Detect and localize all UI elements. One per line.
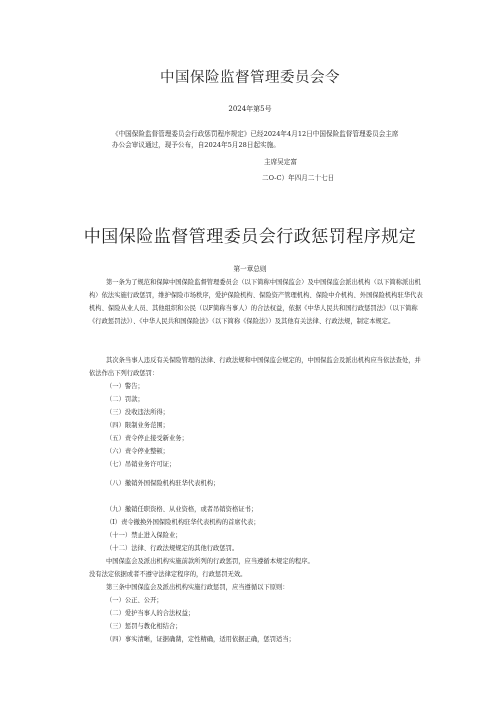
penalty-item: （一）警告； — [106, 383, 144, 390]
article-3: 第三条中国保监会及派出机构实施行政惩罚，应当遵循以下原则： — [106, 584, 289, 591]
penalty-item: （十二）法律、行政法规规定的其他行政惩罚。 — [106, 545, 239, 552]
order-title: 中国保险监督管理委员会令 — [160, 70, 340, 86]
penalty-item: （三）没收违法所得； — [106, 409, 169, 416]
principle-item: （二）爱护当事人的合法权益； — [106, 610, 195, 617]
penalty-item: （五）责令停止接受新业务； — [106, 435, 188, 442]
penalty-item: （八）撤销外国保险机构驻华代表机构； — [106, 480, 220, 487]
body-line: 中国保监会及派出机构实施前款所列的行政惩罚，应当遵循本规定的程序。 — [106, 558, 314, 565]
order-number: 2024年第5号 — [228, 105, 272, 113]
penalty-item: （四）限制业务范围； — [106, 422, 169, 429]
penalty-item: （十一）禁止进入保险业； — [106, 532, 182, 539]
intro-paragraph: 《中国保险监督管理委员会行政惩罚程序规定》已经2024年4月12日中国保险监督管理委员会主席办公会审议通过，现予公布，自2024年5月28日起实施。 — [112, 130, 399, 149]
principle-item: （一）公正、公开； — [106, 597, 163, 604]
regulation-title: 中国保险监督管理委员会行政惩罚程序规定 — [83, 227, 417, 247]
penalty-item: （六）责令停业整顿； — [106, 448, 169, 455]
penalty-item: （九）撤销任职资格、从业资格，或者吊销资格证书； — [106, 506, 258, 513]
chapter-heading: 第一章总则 — [233, 265, 267, 273]
principle-item: （四）事实清晰，证据确凿，定性精确，适用依据正确，惩罚适当； — [106, 636, 295, 643]
article-2: 其次条当事人违反有关保险管理的法律、行政法规和中国保监会规定的，中国保监会及派出机构应当依法查处，并依法作出下列行政惩罚： — [89, 357, 421, 377]
signer: 主席吴定富 — [264, 158, 297, 166]
penalty-item: （I）责令撤换外国保险机构驻华代表机构的首席代表； — [106, 519, 260, 526]
article-1: 第一条为了规范和保障中国保险监督管理委员会（以下简称中国保监会）及中国保监会派出机构（以下简称派出机构）依法实施行政惩罚，维护保险市场秩序，爱护保险机构、保险资产管理机构、保险中介机构、外国保险机构驻华代表机构、保险从业人员、其他组织和公民（以F简称当事人）的合法权益，依据《中华人民共和国行政惩罚法》（以下简称《行政惩罚法》）、《中华人民共和国保险法》（以下简称《保险法》）及其他有关法律、行政法规，制定本规定。 — [89, 279, 423, 325]
penalty-item: （七）吊销业务许可证； — [106, 461, 176, 468]
penalty-item: （二）罚款； — [106, 396, 144, 403]
issue-date: 二O-C）年四月二十七日 — [262, 174, 335, 182]
principle-item: （三）惩罚与教化相结合； — [106, 623, 182, 630]
body-line: 没有法定依据或者不遵守法律定程序的，行政惩罚无效。 — [89, 571, 247, 578]
